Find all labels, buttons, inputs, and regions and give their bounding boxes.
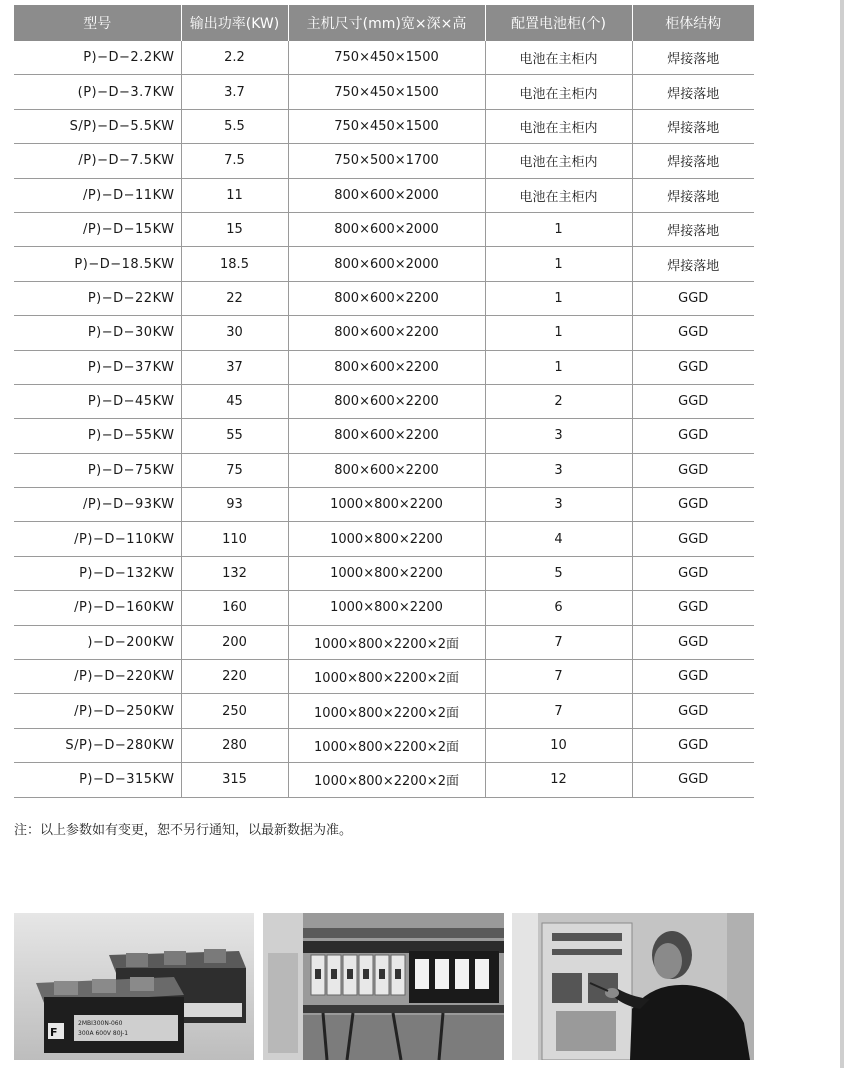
module-label-text: 2MBI300N-060 [78, 1020, 123, 1027]
cell-model: /P)−D−93KW [14, 488, 181, 522]
page-edge-bar [840, 0, 844, 1068]
cell-battery: 10 [485, 728, 632, 762]
cell-model: (P)−D−3.7KW [14, 75, 181, 109]
table-row [14, 591, 754, 625]
cell-size: 1000×800×2200×2面 [288, 728, 485, 762]
cell-size: 1000×800×2200 [288, 488, 485, 522]
cell-size: 1000×800×2200×2面 [288, 625, 485, 659]
cell-model: /P)−D−15KW [14, 212, 181, 246]
cell-power: 75 [181, 453, 288, 487]
cell-power: 45 [181, 384, 288, 418]
table-row [14, 247, 754, 281]
cell-battery: 电池在主柜内 [485, 144, 632, 178]
cell-power: 160 [181, 591, 288, 625]
cell-power: 5.5 [181, 109, 288, 143]
cell-power: 22 [181, 281, 288, 315]
table-row [14, 41, 754, 75]
cell-structure: GGD [632, 419, 754, 453]
cell-battery: 3 [485, 419, 632, 453]
cell-structure: 焊接落地 [632, 75, 754, 109]
cell-structure: GGD [632, 522, 754, 556]
cell-power: 55 [181, 419, 288, 453]
cell-structure: 焊接落地 [632, 247, 754, 281]
cell-model: /P)−D−7.5KW [14, 144, 181, 178]
cell-size: 1000×800×2200×2面 [288, 660, 485, 694]
cell-size: 750×450×1500 [288, 41, 485, 75]
cell-model: P)−D−2.2KW [14, 41, 181, 75]
cell-battery: 1 [485, 247, 632, 281]
cell-model: /P)−D−110KW [14, 522, 181, 556]
cell-power: 250 [181, 694, 288, 728]
cell-size: 750×500×1700 [288, 144, 485, 178]
cell-battery: 5 [485, 556, 632, 590]
table-row [14, 522, 754, 556]
cell-size: 800×600×2200 [288, 419, 485, 453]
cell-structure: GGD [632, 694, 754, 728]
breaker-cabinet-photo [263, 913, 504, 1060]
module-spec-text: 300A 600V 80J-1 [78, 1030, 129, 1037]
cell-model: S/P)−D−280KW [14, 728, 181, 762]
cell-model: P)−D−75KW [14, 453, 181, 487]
cell-model: P)−D−315KW [14, 763, 181, 797]
cell-battery: 1 [485, 212, 632, 246]
cell-battery: 7 [485, 660, 632, 694]
cell-structure: GGD [632, 350, 754, 384]
cell-power: 132 [181, 556, 288, 590]
cell-power: 37 [181, 350, 288, 384]
cell-model: P)−D−132KW [14, 556, 181, 590]
header-structure: 柜体结构 [632, 5, 754, 41]
cell-battery: 6 [485, 591, 632, 625]
technician-photo [512, 913, 754, 1060]
cell-power: 11 [181, 178, 288, 212]
cell-model: /P)−D−220KW [14, 660, 181, 694]
cell-battery: 1 [485, 316, 632, 350]
cell-structure: GGD [632, 625, 754, 659]
cell-power: 110 [181, 522, 288, 556]
table-row [14, 488, 754, 522]
table-row [14, 178, 754, 212]
cell-model: /P)−D−11KW [14, 178, 181, 212]
spec-table [14, 5, 754, 798]
cell-power: 220 [181, 660, 288, 694]
cell-battery: 12 [485, 763, 632, 797]
cell-model: P)−D−22KW [14, 281, 181, 315]
cell-power: 18.5 [181, 247, 288, 281]
igbt-module-photo [14, 913, 254, 1060]
cell-power: 2.2 [181, 41, 288, 75]
table-row [14, 728, 754, 762]
cell-size: 800×600×2200 [288, 453, 485, 487]
header-power: 输出功率(KW) [181, 5, 288, 41]
cell-battery: 7 [485, 625, 632, 659]
cell-model: P)−D−30KW [14, 316, 181, 350]
cell-power: 93 [181, 488, 288, 522]
cell-structure: 焊接落地 [632, 178, 754, 212]
cell-size: 800×600×2000 [288, 212, 485, 246]
cell-size: 1000×800×2200×2面 [288, 763, 485, 797]
cell-power: 3.7 [181, 75, 288, 109]
cell-battery: 2 [485, 384, 632, 418]
cell-size: 1000×800×2200 [288, 556, 485, 590]
cell-power: 30 [181, 316, 288, 350]
cell-structure: GGD [632, 384, 754, 418]
header-size: 主机尺寸(mm)宽×深×高 [288, 5, 485, 41]
header-battery: 配置电池柜(个) [485, 5, 632, 41]
cell-structure: GGD [632, 763, 754, 797]
cell-battery: 1 [485, 350, 632, 384]
cell-battery: 1 [485, 281, 632, 315]
cell-structure: GGD [632, 556, 754, 590]
table-row [14, 144, 754, 178]
cell-size: 750×450×1500 [288, 109, 485, 143]
cell-battery: 7 [485, 694, 632, 728]
cell-power: 280 [181, 728, 288, 762]
cell-structure: GGD [632, 488, 754, 522]
cell-structure: GGD [632, 281, 754, 315]
cell-model: P)−D−37KW [14, 350, 181, 384]
table-row [14, 763, 754, 797]
table-row [14, 384, 754, 418]
svg-text:F: F [50, 1026, 58, 1039]
cell-size: 800×600×2200 [288, 316, 485, 350]
cell-structure: GGD [632, 453, 754, 487]
cell-structure: GGD [632, 591, 754, 625]
table-row [14, 109, 754, 143]
cell-battery: 3 [485, 453, 632, 487]
table-row [14, 419, 754, 453]
table-row [14, 694, 754, 728]
cell-power: 200 [181, 625, 288, 659]
table-row [14, 625, 754, 659]
table-row [14, 316, 754, 350]
cell-power: 15 [181, 212, 288, 246]
cell-structure: GGD [632, 728, 754, 762]
cell-size: 800×600×2200 [288, 350, 485, 384]
cell-size: 800×600×2200 [288, 384, 485, 418]
cell-model: )−D−200KW [14, 625, 181, 659]
table-row [14, 281, 754, 315]
cell-battery: 电池在主柜内 [485, 41, 632, 75]
cell-model: P)−D−18.5KW [14, 247, 181, 281]
table-row [14, 75, 754, 109]
cell-power: 7.5 [181, 144, 288, 178]
table-row [14, 453, 754, 487]
cell-size: 800×600×2000 [288, 178, 485, 212]
cell-model: /P)−D−160KW [14, 591, 181, 625]
cell-size: 800×600×2000 [288, 247, 485, 281]
cell-structure: 焊接落地 [632, 41, 754, 75]
cell-battery: 电池在主柜内 [485, 75, 632, 109]
cell-size: 750×450×1500 [288, 75, 485, 109]
cell-size: 800×600×2200 [288, 281, 485, 315]
cell-model: S/P)−D−5.5KW [14, 109, 181, 143]
footnote: 注：以上参数如有变更，恕不另行通知，以最新数据为准。 [14, 823, 353, 838]
cell-structure: 焊接落地 [632, 109, 754, 143]
table-row [14, 556, 754, 590]
cell-battery: 4 [485, 522, 632, 556]
cell-size: 1000×800×2200×2面 [288, 694, 485, 728]
header-model: 型号 [14, 5, 181, 41]
table-row [14, 660, 754, 694]
table-row [14, 212, 754, 246]
cell-structure: 焊接落地 [632, 212, 754, 246]
cell-model: /P)−D−250KW [14, 694, 181, 728]
cell-size: 1000×800×2200 [288, 591, 485, 625]
cell-battery: 电池在主柜内 [485, 109, 632, 143]
cell-structure: GGD [632, 316, 754, 350]
cell-model: P)−D−55KW [14, 419, 181, 453]
cell-power: 315 [181, 763, 288, 797]
cell-structure: 焊接落地 [632, 144, 754, 178]
table-row [14, 350, 754, 384]
cell-size: 1000×800×2200 [288, 522, 485, 556]
cell-structure: GGD [632, 660, 754, 694]
cell-battery: 电池在主柜内 [485, 178, 632, 212]
cell-model: P)−D−45KW [14, 384, 181, 418]
cell-battery: 3 [485, 488, 632, 522]
table-header-row [14, 5, 754, 41]
